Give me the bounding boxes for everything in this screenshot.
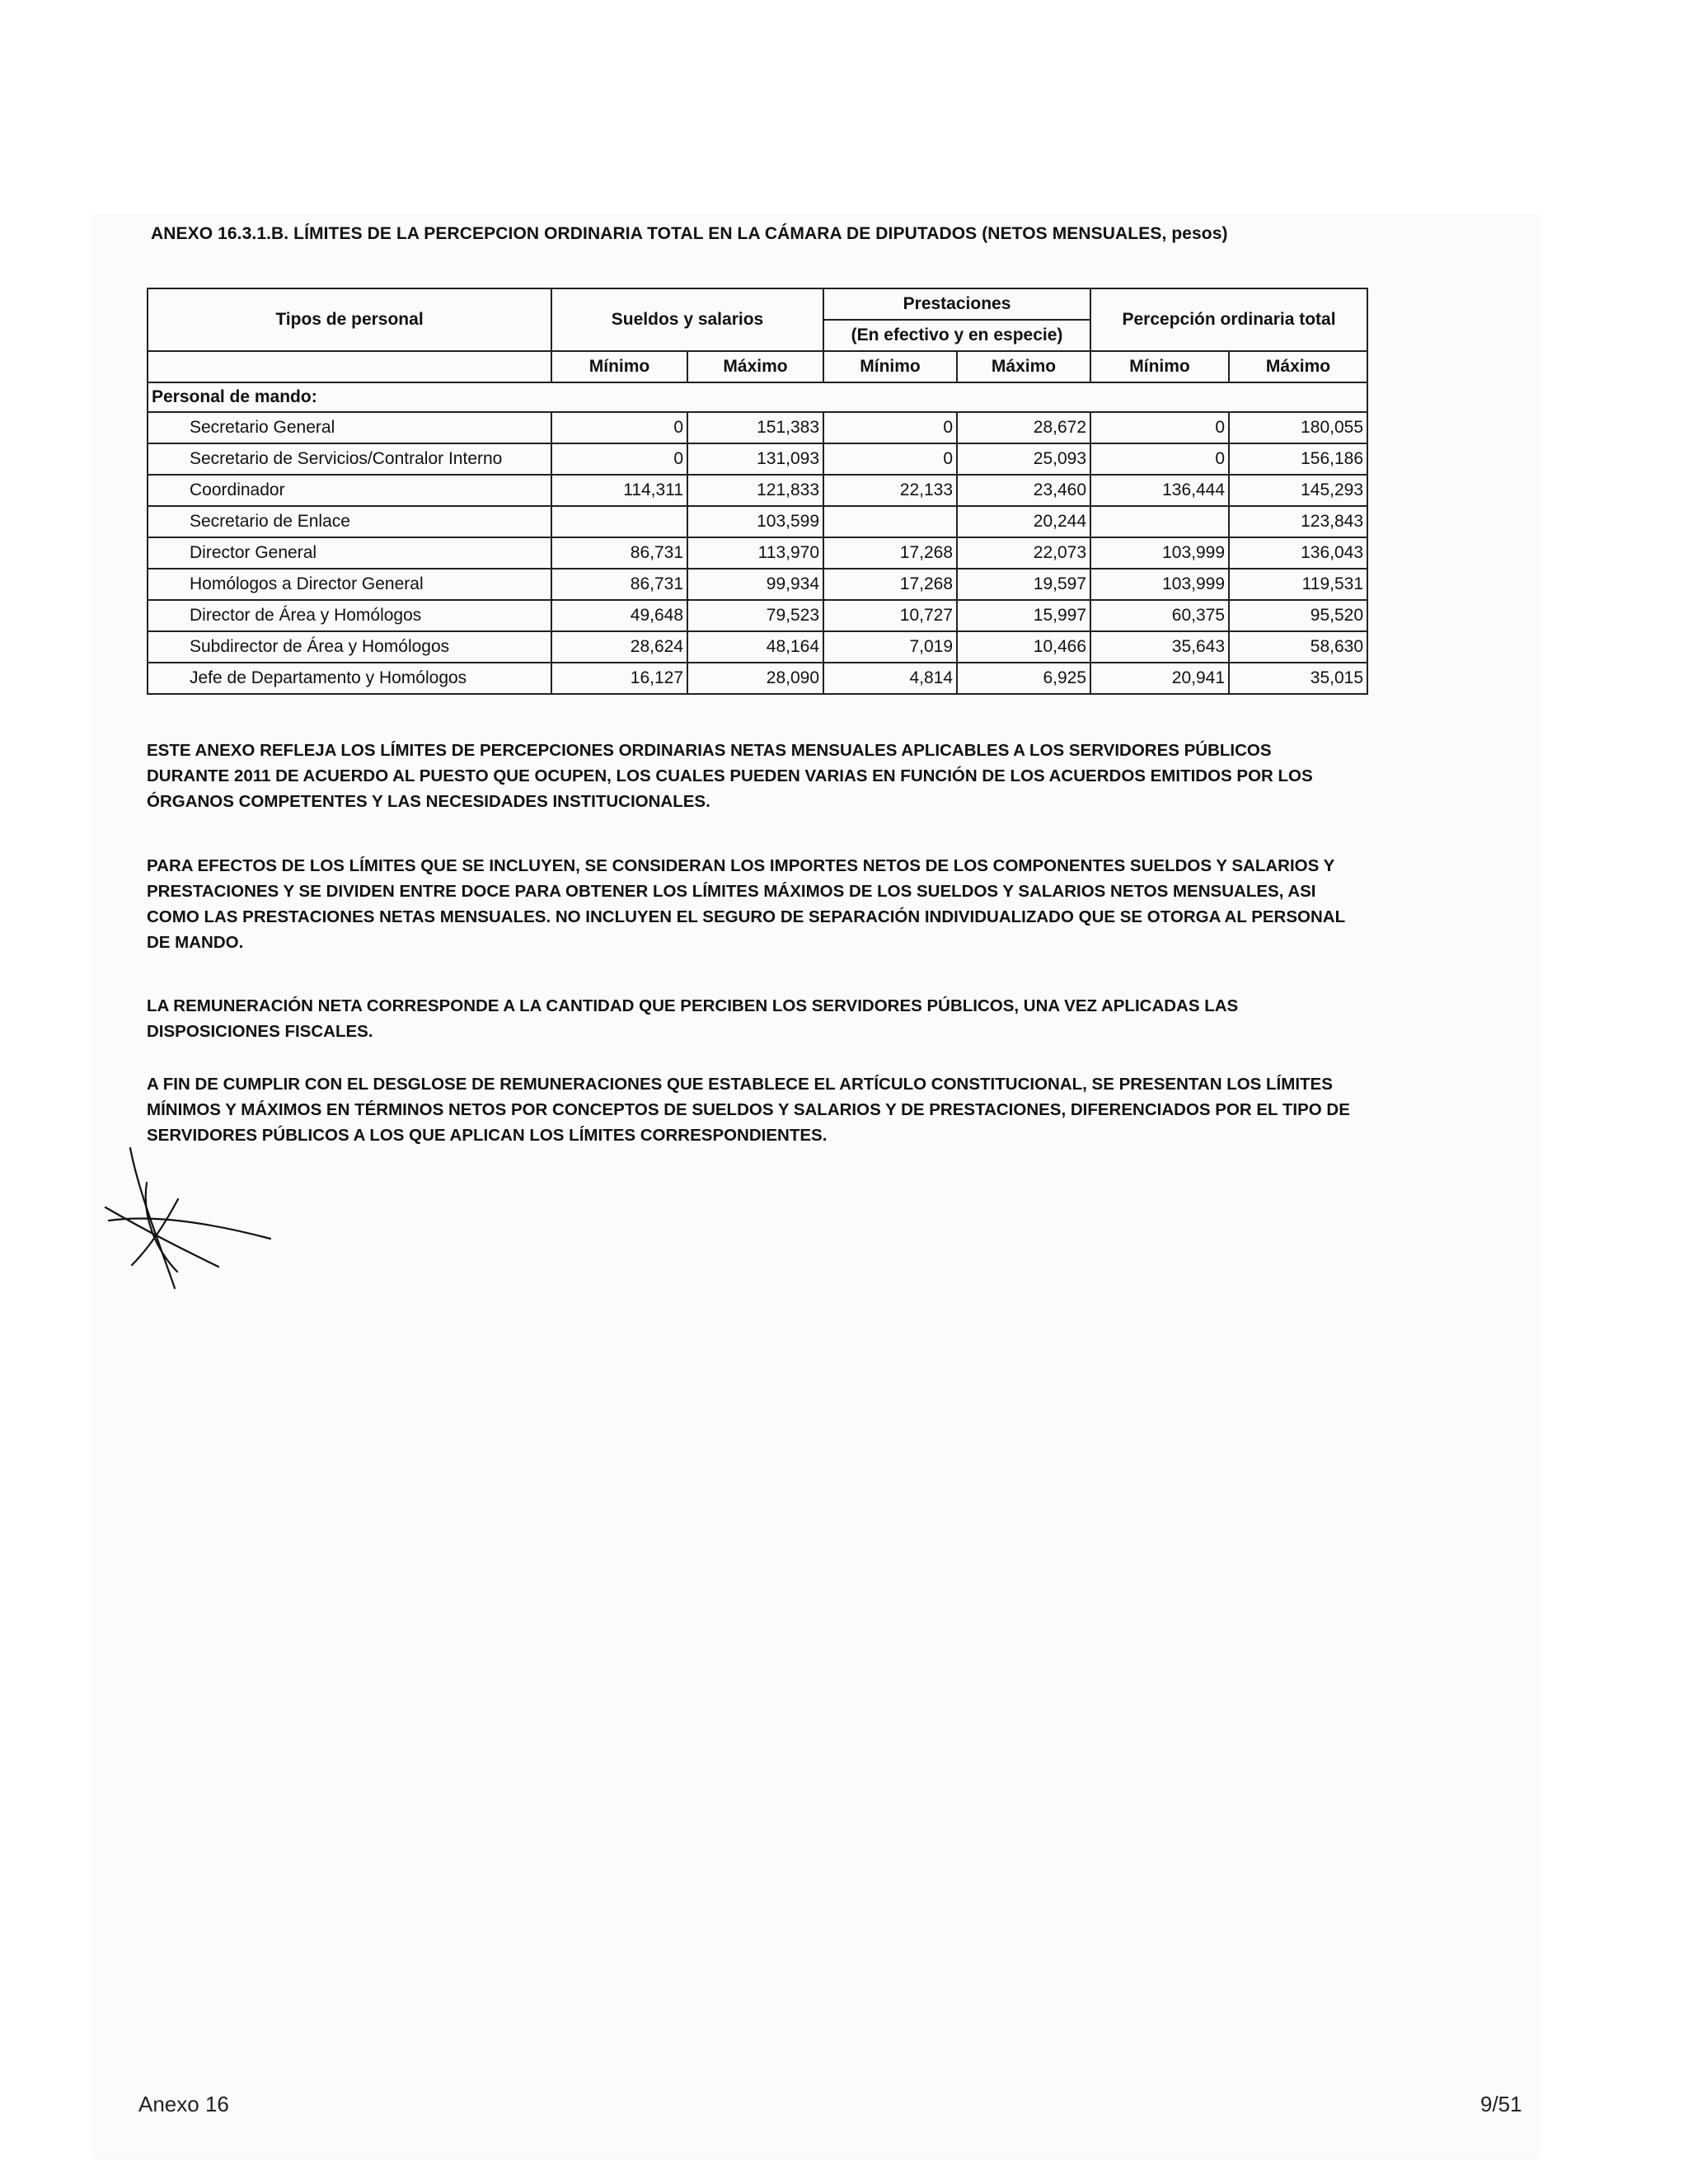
cell-prestaciones-max: 10,466 <box>957 631 1090 663</box>
handwritten-signature <box>99 1141 280 1298</box>
header-prestaciones-sub: (En efectivo y en especie) <box>823 320 1090 351</box>
cell-total-min: 20,941 <box>1090 663 1229 694</box>
cell-sueldos-max: 28,090 <box>687 663 823 694</box>
cell-total-min: 136,444 <box>1090 475 1229 506</box>
cell-sueldos-min: 49,648 <box>551 600 687 631</box>
cell-total-max: 35,015 <box>1229 663 1367 694</box>
table-row <box>148 537 1367 569</box>
header-sueldos-max: Máximo <box>687 351 823 382</box>
paragraph-desglose: A FIN DE CUMPLIR CON EL DESGLOSE DE REMUNERACIONES QUE ESTABLECE EL ARTÍCULO CONSTITUCIONAL, SE PRESENTAN LOS LÍMITES MÍNIMOS Y MÁXIMOS EN TÉRMINOS NETOS POR CONCEPTOS DE SUELDOS Y SALARIOS Y DE PRESTACIONES, DIFERENCIADOS POR EL TIPO DE SERVIDORES PÚBLICOS A LOS QUE APLICAN LOS LÍMITES CORRESPONDIENTES. <box>147 1075 1350 1145</box>
header-tipos-blank <box>148 351 551 382</box>
table-row <box>148 631 1367 663</box>
cell-prestaciones-min: 4,814 <box>823 663 957 694</box>
cell-total-min <box>1090 506 1229 537</box>
row-name: Secretario General <box>148 412 551 443</box>
cell-sueldos-min: 16,127 <box>551 663 687 694</box>
group-row-personal-mando: Personal de mando: <box>148 382 1367 412</box>
cell-prestaciones-min: 0 <box>823 412 957 443</box>
cell-total-max: 145,293 <box>1229 475 1367 506</box>
cell-prestaciones-max: 6,925 <box>957 663 1090 694</box>
table-row <box>148 475 1367 506</box>
cell-prestaciones-min: 17,268 <box>823 569 957 600</box>
cell-sueldos-max: 103,599 <box>687 506 823 537</box>
table-row <box>148 443 1367 475</box>
cell-sueldos-max: 151,383 <box>687 412 823 443</box>
cell-sueldos-max: 79,523 <box>687 600 823 631</box>
row-name: Jefe de Departamento y Homólogos <box>148 663 551 694</box>
header-percepcion: Percepción ordinaria total <box>1090 288 1367 351</box>
table-row <box>148 663 1367 694</box>
cell-sueldos-min: 0 <box>551 412 687 443</box>
row-name: Secretario de Servicios/Contralor Interno <box>148 443 551 475</box>
cell-total-max: 136,043 <box>1229 537 1367 569</box>
cell-prestaciones-max: 20,244 <box>957 506 1090 537</box>
cell-prestaciones-max: 25,093 <box>957 443 1090 475</box>
cell-total-min: 103,999 <box>1090 569 1229 600</box>
cell-prestaciones-min: 10,727 <box>823 600 957 631</box>
header-prestaciones: Prestaciones <box>823 288 1090 320</box>
page-number: 9/51 <box>1480 2092 1522 2116</box>
cell-sueldos-min: 114,311 <box>551 475 687 506</box>
cell-total-max: 180,055 <box>1229 412 1367 443</box>
cell-prestaciones-max: 23,460 <box>957 475 1090 506</box>
table-row <box>148 600 1367 631</box>
cell-prestaciones-max: 15,997 <box>957 600 1090 631</box>
row-name: Subdirector de Área y Homólogos <box>148 631 551 663</box>
cell-total-min: 0 <box>1090 412 1229 443</box>
cell-sueldos-min: 86,731 <box>551 537 687 569</box>
paragraph-efectos-limites: PARA EFECTOS DE LOS LÍMITES QUE SE INCLUYEN, SE CONSIDERAN LOS IMPORTES NETOS DE LOS COMPONENTES SUELDOS Y SALARIOS Y PRESTACIONES Y SE DIVIDEN ENTRE DOCE PARA OBTENER LOS LÍMITES MÁXIMOS DE LOS SUELDOS Y SALARIOS NETOS MENSUALES, ASI COMO LAS PRESTACIONES NETAS MENSUALES. NO INCLUYEN EL SEGURO DE SEPARACIÓN INDIVIDUALIZADO QUE SE OTORGA AL PERSONAL DE MANDO. <box>147 856 1345 952</box>
header-sueldos-min: Mínimo <box>551 351 687 382</box>
header-tipos: Tipos de personal <box>148 288 551 351</box>
cell-prestaciones-min: 7,019 <box>823 631 957 663</box>
cell-total-max: 119,531 <box>1229 569 1367 600</box>
limits-table <box>147 288 1368 695</box>
cell-prestaciones-min: 0 <box>823 443 957 475</box>
cell-prestaciones-min: 17,268 <box>823 537 957 569</box>
cell-prestaciones-min: 22,133 <box>823 475 957 506</box>
paragraph-remuneracion-neta: LA REMUNERACIÓN NETA CORRESPONDE A LA CANTIDAD QUE PERCIBEN LOS SERVIDORES PÚBLICOS, UNA VEZ APLICADAS LAS DISPOSICIONES FISCALES. <box>147 996 1239 1041</box>
header-sueldos: Sueldos y salarios <box>551 288 823 351</box>
cell-sueldos-min <box>551 506 687 537</box>
row-name: Director de Área y Homólogos <box>148 600 551 631</box>
cell-prestaciones-max: 19,597 <box>957 569 1090 600</box>
cell-total-min: 35,643 <box>1090 631 1229 663</box>
header-prestaciones-max: Máximo <box>957 351 1090 382</box>
cell-sueldos-max: 113,970 <box>687 537 823 569</box>
cell-total-max: 95,520 <box>1229 600 1367 631</box>
document-title: ANEXO 16.3.1.B. LÍMITES DE LA PERCEPCION ORDINARIA TOTAL EN LA CÁMARA DE DIPUTADOS (NETOS MENSUALES, pesos) <box>151 224 1228 243</box>
header-prestaciones-min: Mínimo <box>823 351 957 382</box>
header-percepcion-max: Máximo <box>1229 351 1367 382</box>
cell-total-max: 58,630 <box>1229 631 1367 663</box>
cell-sueldos-max: 99,934 <box>687 569 823 600</box>
table-row <box>148 569 1367 600</box>
row-name: Director General <box>148 537 551 569</box>
cell-sueldos-min: 28,624 <box>551 631 687 663</box>
cell-total-max: 156,186 <box>1229 443 1367 475</box>
cell-sueldos-max: 121,833 <box>687 475 823 506</box>
row-name: Secretario de Enlace <box>148 506 551 537</box>
cell-sueldos-min: 0 <box>551 443 687 475</box>
header-percepcion-min: Mínimo <box>1090 351 1229 382</box>
cell-sueldos-max: 48,164 <box>687 631 823 663</box>
cell-total-max: 123,843 <box>1229 506 1367 537</box>
cell-prestaciones-min <box>823 506 957 537</box>
footer-left-label: Anexo 16 <box>138 2092 229 2116</box>
table-row <box>148 412 1367 443</box>
paragraph-anexo-description: ESTE ANEXO REFLEJA LOS LÍMITES DE PERCEPCIONES ORDINARIAS NETAS MENSUALES APLICABLES A LOS SERVIDORES PÚBLICOS DURANTE 2011 DE ACUERDO AL PUESTO QUE OCUPEN, LOS CUALES PUEDEN VARIAS EN FUNCIÓN DE LOS ACUERDOS EMITIDOS POR LOS ÓRGANOS COMPETENTES Y LAS NECESIDADES INSTITUCIONALES. <box>147 741 1313 811</box>
cell-prestaciones-max: 22,073 <box>957 537 1090 569</box>
cell-sueldos-max: 131,093 <box>687 443 823 475</box>
cell-total-min: 60,375 <box>1090 600 1229 631</box>
row-name: Coordinador <box>148 475 551 506</box>
cell-total-min: 103,999 <box>1090 537 1229 569</box>
cell-total-min: 0 <box>1090 443 1229 475</box>
cell-prestaciones-max: 28,672 <box>957 412 1090 443</box>
cell-sueldos-min: 86,731 <box>551 569 687 600</box>
table-row <box>148 506 1367 537</box>
row-name: Homólogos a Director General <box>148 569 551 600</box>
